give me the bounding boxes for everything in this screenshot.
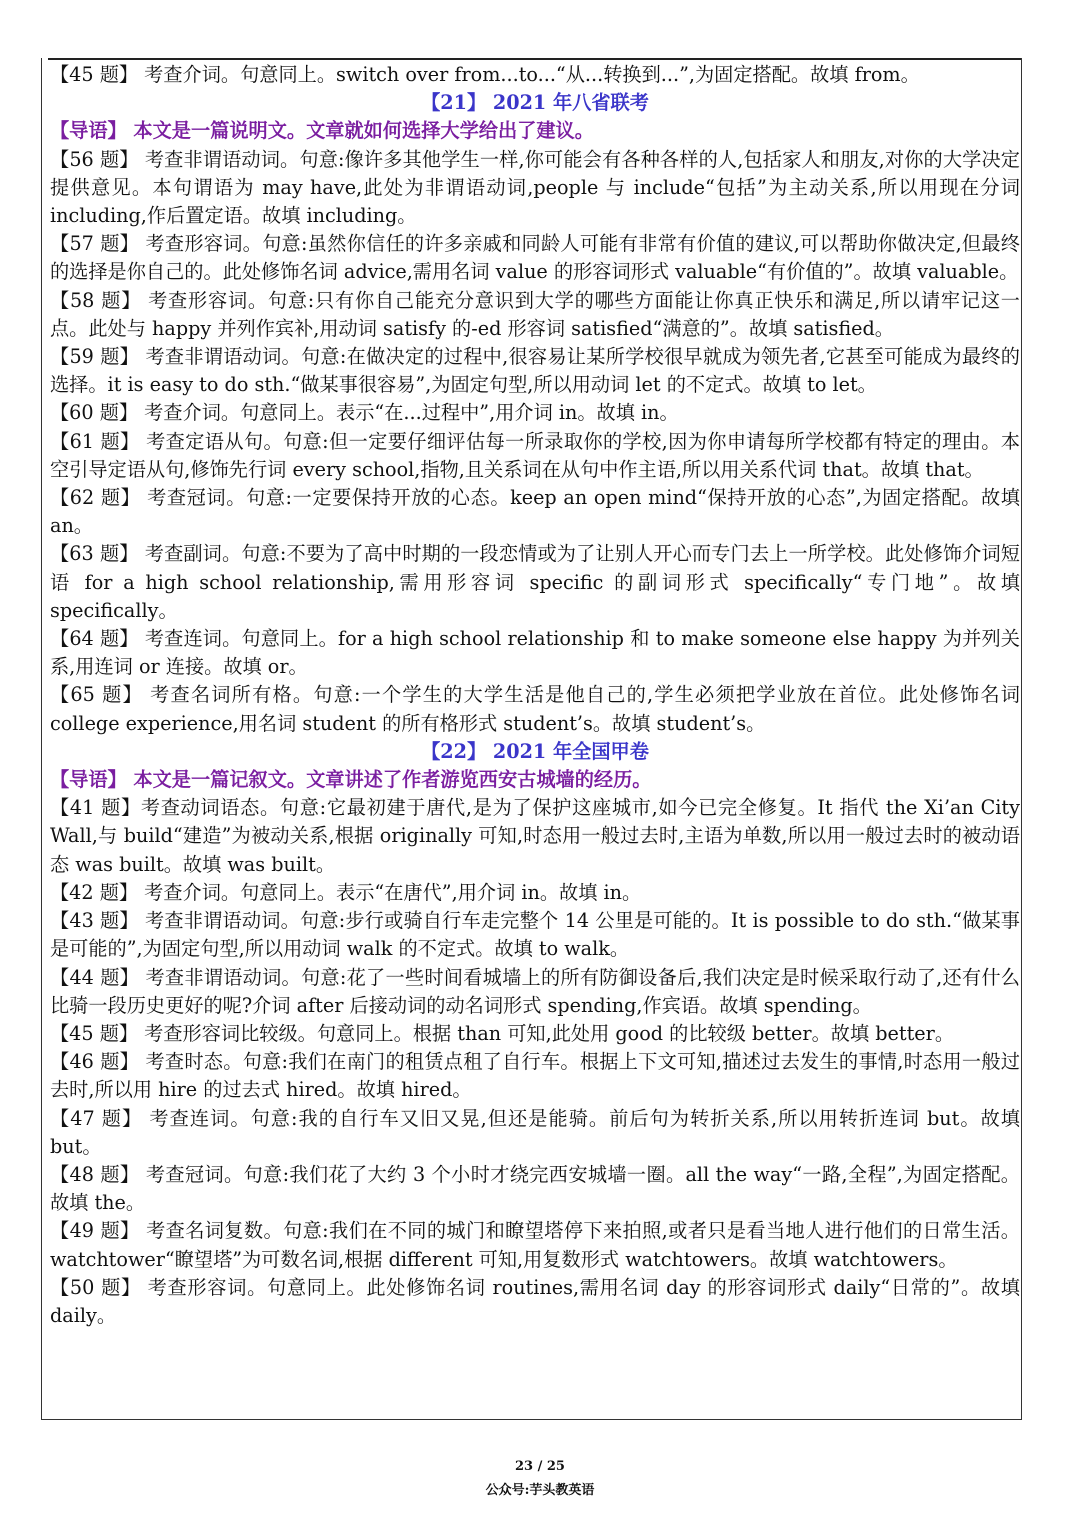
answer-item: 【62 题】 考查冠词。句意:一定要保持开放的心态。keep an open mind“保持开放的心态”,为固定搭配。故填 an。	[50, 486, 1020, 538]
answer-item: 【41 题】考查动词语态。句意:它最初建于唐代,是为了保护这座城市,如今已完全修复。It 指代 the Xi’an City Wall,与 build“建造”为被动关系,根据 originally 可知,时态用一般过去时,主语为单数,所以用一般过去时的被动语态 was built。故填 was built。	[50, 796, 1020, 876]
answer-item: 【63 题】 考查副词。句意:不要为了高中时期的一段恋情或为了让别人开心而专门去上一所学校。此处修饰介词短语 for a high school relationship,需用形容词 specific 的副词形式 specifically“专门地”。故填 specifically。	[50, 542, 1020, 622]
answer-item: 【58 题】 考查形容词。句意:只有你自己能充分意识到大学的哪些方面能让你真正快乐和满足,所以请牢记这一点。此处与 happy 并列作宾补,用动词 satisfy 的-ed 形容词 satisfied“满意的”。故填 satisfied。	[50, 288, 1020, 340]
section-title: 【21】 2021 年八省联考	[421, 91, 649, 115]
answer-item: 【45 题】 考查介词。句意同上。switch over from...to...“从...转换到...”,为固定搭配。故填 from。	[50, 63, 920, 86]
answer-item: 【61 题】 考查定语从句。句意:但一定要仔细评估每一所录取你的学校,因为你申请每所学校都有特定的理由。本空引导定语从句,修饰先行词 every school,指物,且关系词在从句中作主语,所以用关系代词 that。故填 that。	[50, 429, 1020, 481]
section-guide: 【导语】 本文是一篇说明文。文章就如何选择大学给出了建议。	[50, 119, 594, 143]
section-guide: 【导语】 本文是一篇记叙文。文章讲述了作者游览西安古城墙的经历。	[50, 768, 652, 792]
answer-item: 【64 题】 考查连词。句意同上。for a high school relationship 和 to make someone else happy 为并列关系,用连词 or 连接。故填 or。	[50, 627, 1020, 679]
answer-item: 【49 题】 考查名词复数。句意:我们在不同的城门和瞭望塔停下来拍照,或者只是看当地人进行他们的日常生活。watchtower“瞭望塔”为可数名词,根据 different 可知,用复数形式 watchtowers。故填 watchtowers。	[50, 1219, 1020, 1271]
footer-wechat: 公众号:芋头教英语	[485, 1483, 595, 1498]
page-number: 23 / 25	[515, 1459, 565, 1474]
answer-item: 【57 题】 考查形容词。句意:虽然你信任的许多亲戚和同龄人可能有非常有价值的建议,可以帮助你做决定,但最终的选择是你自己的。此处修饰名词 advice,需用名词 value 的形容词形式 valuable“有价值的”。故填 valuable。	[50, 232, 1020, 284]
answer-item: 【43 题】 考查非谓语动词。句意:步行或骑自行车走完整个 14 公里是可能的。It is possible to do sth.“做某事是可能的”,为固定句型,所以用动词 walk 的不定式。故填 to walk。	[50, 909, 1020, 961]
answer-item: 【56 题】 考查非谓语动词。句意:像许多其他学生一样,你可能会有各种各样的人,包括家人和朋友,对你的大学决定提供意见。本句谓语为 may have,此处为非谓语动词,people 与 include“包括”为主动关系,所以用现在分词 including,作后置定语。故填 including。	[50, 147, 1020, 228]
section-title: 【22】 2021 年全国甲卷	[421, 739, 649, 763]
answer-item: 【47 题】 考查连词。句意:我的自行车又旧又晃,但还是能骑。前后句为转折关系,所以用转折连词 but。故填 but。	[50, 1106, 1020, 1158]
document-body	[50, 61, 1020, 1330]
answer-item: 【48 题】 考查冠词。句意:我们花了大约 3 个小时才绕完西安城墙一圈。all the way“一路,全程”,为固定搭配。故填 the。	[50, 1162, 1020, 1215]
answer-item: 【59 题】 考查非谓语动词。句意:在做决定的过程中,很容易让某所学校很早就成为领先者,它甚至可能成为最终的选择。it is easy to do sth.“做某事很容易”,为固定句型,所以用动词 let 的不定式。故填 to let。	[50, 345, 1020, 397]
answer-item: 【44 题】 考查非谓语动词。句意:花了一些时间看城墙上的所有防御设备后,我们决定是时候采取行动了,还有什么比骑一段历史更好的呢?介词 after 后接动词的动名词形式 spending,作宾语。故填 spending。	[50, 965, 1020, 1017]
answer-item: 【46 题】 考查时态。句意:我们在南门的租赁点租了自行车。根据上下文可知,描述过去发生的事情,时态用一般过去时,所以用 hire 的过去式 hired。故填 hired。	[50, 1050, 1020, 1102]
answer-item: 【45 题】 考查形容词比较级。句意同上。根据 than 可知,此处用 good 的比较级 better。故填 better。	[50, 1021, 955, 1045]
answer-item: 【65 题】 考查名词所有格。句意:一个学生的大学生活是他自己的,学生必须把学业放在首位。此处修饰名词 college experience,用名词 student 的所有格形式 student’s。故填 student’s。	[50, 683, 1020, 735]
answer-item: 【60 题】 考查介词。句意同上。表示“在...过程中”,用介词 in。故填 in。	[50, 401, 679, 425]
answer-item: 【50 题】 考查形容词。句意同上。此处修饰名词 routines,需用名词 day 的形容词形式 daily“日常的”。故填 daily。	[50, 1275, 1020, 1327]
answer-item: 【42 题】 考查介词。句意同上。表示“在唐代”,用介词 in。故填 in。	[50, 880, 642, 904]
